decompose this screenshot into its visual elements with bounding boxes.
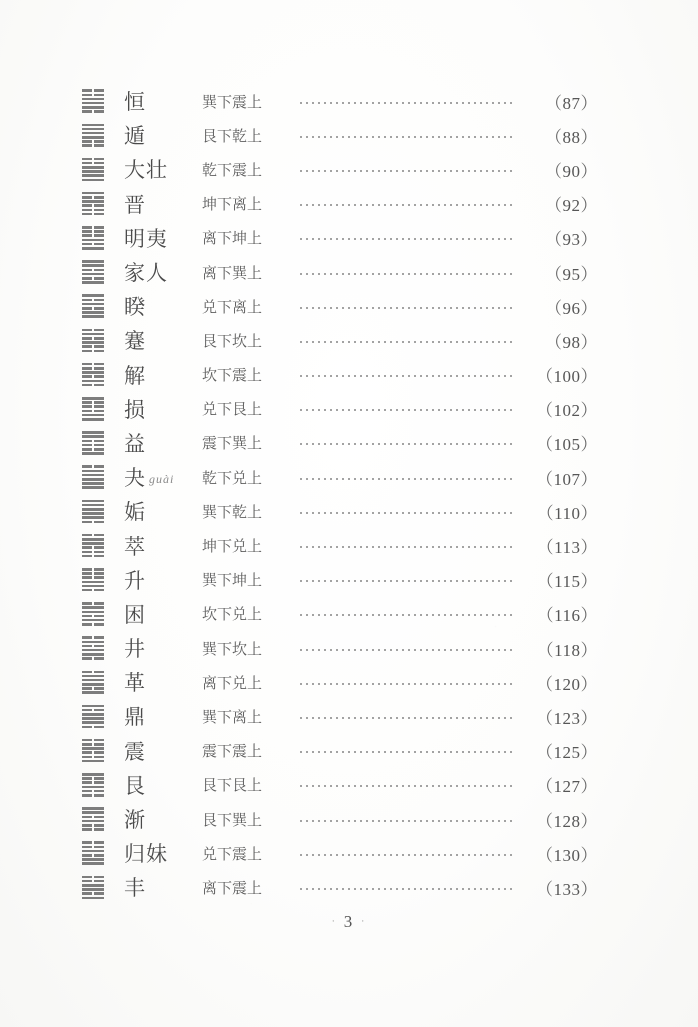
hexagram-name: 蹇 bbox=[124, 329, 146, 354]
page-number: （128） bbox=[536, 811, 598, 831]
trigram-label: 坤下离上 bbox=[202, 195, 263, 214]
toc-entry[interactable] bbox=[78, 323, 598, 357]
dot-leader bbox=[298, 813, 516, 826]
page-number: （93） bbox=[545, 230, 598, 250]
trigram-label: 坤下兑上 bbox=[202, 537, 263, 556]
hexagram-name: 归妹 bbox=[124, 842, 168, 867]
toc-entry[interactable] bbox=[78, 665, 598, 699]
trigram-label: 离下兑上 bbox=[202, 673, 263, 692]
hexagram-name: 解 bbox=[124, 363, 146, 388]
dot-leader bbox=[298, 163, 516, 176]
page-number: （88） bbox=[545, 127, 598, 147]
page-number: （113） bbox=[536, 538, 598, 558]
dot-leader bbox=[298, 539, 516, 552]
hexagram-name: 艮 bbox=[124, 773, 146, 798]
page-number: （115） bbox=[536, 572, 598, 592]
page-number: （95） bbox=[545, 264, 598, 284]
dot-leader bbox=[298, 334, 516, 347]
page-number: （127） bbox=[536, 777, 598, 797]
hexagram-name: 升 bbox=[124, 568, 146, 593]
folio-number: 3 bbox=[343, 912, 355, 931]
toc-entry[interactable] bbox=[78, 392, 598, 426]
page-number: （130） bbox=[536, 845, 598, 865]
toc-entry[interactable] bbox=[78, 836, 598, 870]
toc-entry[interactable] bbox=[78, 563, 598, 597]
page-number-value: 90 bbox=[562, 161, 581, 181]
page-number: （133） bbox=[536, 879, 598, 899]
hexagram-icon bbox=[78, 841, 108, 865]
hexagram-name: 井 bbox=[124, 637, 146, 662]
toc-entry[interactable] bbox=[78, 84, 598, 118]
hexagram-name: 明夷 bbox=[124, 226, 168, 251]
folio-left-mark: · bbox=[331, 916, 337, 926]
hexagram-icon bbox=[78, 294, 108, 318]
trigram-label: 兑下震上 bbox=[202, 844, 263, 863]
hexagram-name: 恒 bbox=[124, 90, 146, 115]
page-number: （87） bbox=[545, 93, 598, 113]
trigram-label: 坎下震上 bbox=[202, 366, 263, 385]
dot-leader bbox=[298, 129, 516, 142]
dot-leader bbox=[298, 231, 516, 244]
hexagram-icon bbox=[78, 807, 108, 831]
hexagram-icon bbox=[78, 397, 108, 421]
dot-leader bbox=[298, 95, 516, 108]
page-number-value: 107 bbox=[553, 469, 581, 489]
page-number-value: 125 bbox=[553, 743, 581, 763]
hexagram-icon bbox=[78, 226, 108, 250]
page-number-value: 115 bbox=[554, 572, 581, 592]
page-number-value: 100 bbox=[553, 367, 581, 387]
dot-leader bbox=[298, 676, 516, 689]
page-number-value: 118 bbox=[554, 640, 581, 660]
page-number-value: 128 bbox=[553, 811, 581, 831]
trigram-label: 兑下离上 bbox=[202, 297, 263, 316]
dot-leader bbox=[298, 436, 516, 449]
page-number-value: 133 bbox=[553, 879, 581, 899]
page-number-value: 88 bbox=[562, 127, 581, 147]
trigram-label: 巽下坎上 bbox=[202, 639, 263, 658]
page-number: （105） bbox=[536, 435, 598, 455]
folio-right-mark: · bbox=[361, 916, 367, 926]
hexagram-icon bbox=[78, 89, 108, 113]
dot-leader bbox=[298, 642, 516, 655]
hexagram-icon bbox=[78, 465, 108, 489]
toc-entry[interactable] bbox=[78, 699, 598, 733]
trigram-label: 艮下乾上 bbox=[202, 126, 263, 145]
hexagram-icon bbox=[78, 671, 108, 695]
hexagram-name: 萃 bbox=[124, 534, 146, 559]
hexagram-icon bbox=[78, 876, 108, 900]
hexagram-icon bbox=[78, 192, 108, 216]
dot-leader bbox=[298, 847, 516, 860]
toc-entry[interactable] bbox=[78, 118, 598, 152]
trigram-label: 坎下兑上 bbox=[202, 605, 263, 624]
page-number: （100） bbox=[536, 367, 598, 387]
hexagram-pinyin: guài bbox=[149, 472, 175, 487]
hexagram-icon bbox=[78, 329, 108, 353]
dot-leader bbox=[298, 881, 516, 894]
page-number: （90） bbox=[545, 161, 598, 181]
toc-entry[interactable] bbox=[78, 255, 598, 289]
toc-entry[interactable] bbox=[78, 152, 598, 186]
dot-leader bbox=[298, 744, 516, 757]
page-number-value: 102 bbox=[553, 401, 581, 421]
toc-entry[interactable] bbox=[78, 460, 598, 494]
hexagram-name: 睽 bbox=[124, 295, 146, 320]
hexagram-name: 震 bbox=[124, 739, 146, 764]
trigram-label: 离下震上 bbox=[202, 878, 263, 897]
page-number-value: 105 bbox=[553, 435, 581, 455]
hexagram-icon bbox=[78, 500, 108, 524]
trigram-label: 离下坤上 bbox=[202, 229, 263, 248]
trigram-label: 乾下震上 bbox=[202, 160, 263, 179]
page-number-value: 92 bbox=[562, 196, 581, 216]
hexagram-name: 鼎 bbox=[124, 705, 146, 730]
hexagram-icon bbox=[78, 773, 108, 797]
page-number: （118） bbox=[536, 640, 598, 660]
hexagram-icon bbox=[78, 431, 108, 455]
dot-leader bbox=[298, 778, 516, 791]
trigram-label: 震下巽上 bbox=[202, 434, 263, 453]
toc-entry[interactable] bbox=[78, 597, 598, 631]
hexagram-icon bbox=[78, 705, 108, 729]
page-number-value: 93 bbox=[562, 230, 581, 250]
toc-entry[interactable] bbox=[78, 187, 598, 221]
hexagram-name: 遁 bbox=[124, 124, 146, 149]
hexagram-name: 困 bbox=[124, 602, 146, 627]
trigram-label: 巽下震上 bbox=[202, 92, 263, 111]
dot-leader bbox=[298, 300, 516, 313]
trigram-label: 艮下艮上 bbox=[202, 776, 263, 795]
dot-leader bbox=[298, 505, 516, 518]
hexagram-name: 损 bbox=[124, 397, 146, 422]
hexagram-icon bbox=[78, 260, 108, 284]
page-number: （120） bbox=[536, 674, 598, 694]
toc-entry[interactable] bbox=[78, 734, 598, 768]
dot-leader bbox=[298, 471, 516, 484]
page-number-value: 130 bbox=[553, 845, 581, 865]
page-number: （110） bbox=[536, 503, 598, 523]
hexagram-name: 大壮 bbox=[124, 158, 168, 183]
dot-leader bbox=[298, 402, 516, 415]
toc-entry[interactable] bbox=[78, 631, 598, 665]
page-number: （96） bbox=[545, 298, 598, 318]
trigram-label: 乾下兑上 bbox=[202, 468, 263, 487]
page-number-value: 120 bbox=[553, 674, 581, 694]
hexagram-icon bbox=[78, 124, 108, 148]
page-number-value: 127 bbox=[553, 777, 581, 797]
dot-leader bbox=[298, 266, 516, 279]
hexagram-icon bbox=[78, 636, 108, 660]
trigram-label: 艮下巽上 bbox=[202, 810, 263, 829]
hexagram-icon bbox=[78, 534, 108, 558]
toc-entry[interactable] bbox=[78, 426, 598, 460]
table-of-contents bbox=[78, 84, 598, 905]
dot-leader bbox=[298, 368, 516, 381]
hexagram-icon bbox=[78, 363, 108, 387]
toc-entry[interactable] bbox=[78, 494, 598, 528]
toc-entry[interactable] bbox=[78, 289, 598, 323]
page-number: （98） bbox=[545, 332, 598, 352]
page-number-value: 123 bbox=[553, 708, 581, 728]
page-number-value: 96 bbox=[562, 298, 581, 318]
hexagram-icon bbox=[78, 602, 108, 626]
page-number-value: 87 bbox=[562, 93, 581, 113]
dot-leader bbox=[298, 607, 516, 620]
page-number: （102） bbox=[536, 401, 598, 421]
trigram-label: 艮下坎上 bbox=[202, 331, 263, 350]
page-number: （125） bbox=[536, 743, 598, 763]
hexagram-icon bbox=[78, 568, 108, 592]
toc-entry[interactable] bbox=[78, 528, 598, 562]
trigram-label: 巽下坤上 bbox=[202, 571, 263, 590]
trigram-label: 震下震上 bbox=[202, 742, 263, 761]
toc-entry[interactable] bbox=[78, 768, 598, 802]
trigram-label: 离下巽上 bbox=[202, 263, 263, 282]
hexagram-name: 晋 bbox=[124, 192, 146, 217]
hexagram-name: 夬 guài bbox=[124, 466, 175, 491]
toc-entry[interactable] bbox=[78, 802, 598, 836]
trigram-label: 巽下离上 bbox=[202, 707, 263, 726]
trigram-label: 巽下乾上 bbox=[202, 502, 263, 521]
hexagram-name: 丰 bbox=[124, 876, 146, 901]
page-number: （107） bbox=[536, 469, 598, 489]
hexagram-name: 家人 bbox=[124, 261, 168, 286]
toc-entry[interactable] bbox=[78, 870, 598, 904]
hexagram-icon bbox=[78, 158, 108, 182]
page-number-value: 113 bbox=[554, 538, 581, 558]
hexagram-name: 渐 bbox=[124, 808, 146, 833]
page-folio bbox=[0, 912, 698, 932]
page-number: （116） bbox=[536, 606, 598, 626]
hexagram-name: 姤 bbox=[124, 500, 146, 525]
page-number-value: 95 bbox=[562, 264, 581, 284]
dot-leader bbox=[298, 573, 516, 586]
page-number-value: 98 bbox=[562, 332, 581, 352]
dot-leader bbox=[298, 197, 516, 210]
page-number-value: 116 bbox=[554, 606, 581, 626]
page-number-value: 110 bbox=[554, 503, 581, 523]
page-number: （92） bbox=[545, 196, 598, 216]
hexagram-icon bbox=[78, 739, 108, 763]
dot-leader bbox=[298, 710, 516, 723]
toc-entry[interactable] bbox=[78, 358, 598, 392]
hexagram-name: 革 bbox=[124, 671, 146, 696]
page-number: （123） bbox=[536, 708, 598, 728]
toc-entry[interactable] bbox=[78, 221, 598, 255]
hexagram-name: 益 bbox=[124, 431, 146, 456]
trigram-label: 兑下艮上 bbox=[202, 400, 263, 419]
